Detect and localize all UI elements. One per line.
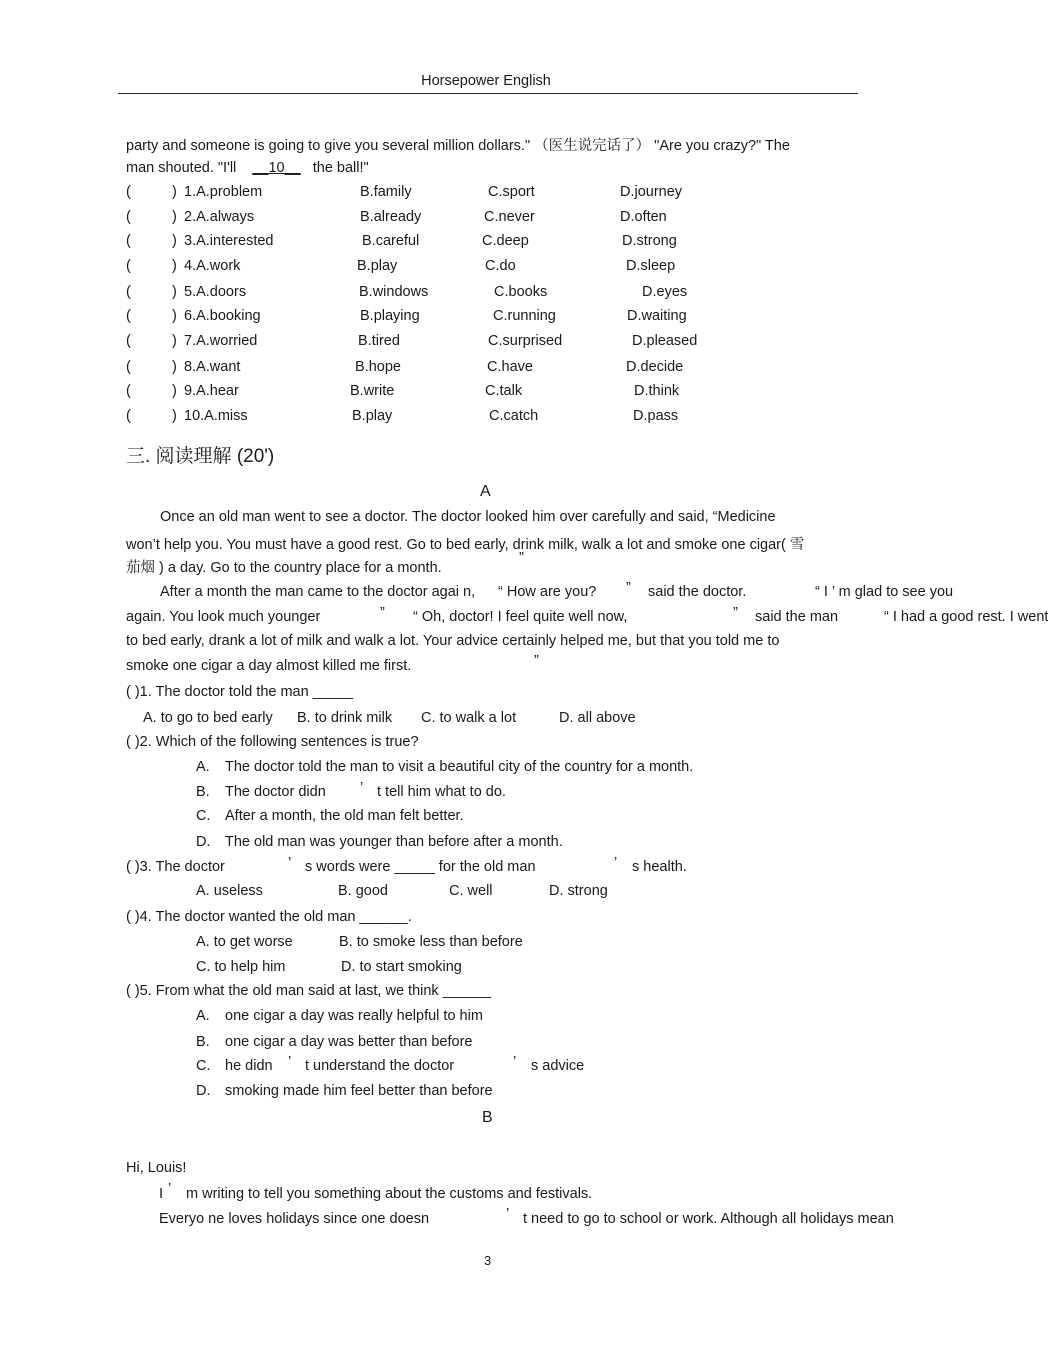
- cloze-line-2-before: man shouted. "I'll: [126, 160, 237, 176]
- passage-a-p2-line4: smoke one cigar a day almost killed me first.: [126, 658, 412, 674]
- cloze-option-d: D.often: [620, 209, 667, 225]
- cloze-option-a: 5.A.doors: [184, 284, 247, 300]
- cloze-option-b: B.play: [357, 258, 398, 274]
- passage-a-p2-line2d: ”: [733, 605, 738, 621]
- q2-option-b-part2: t tell him what to do.: [377, 784, 506, 800]
- cloze-answer-close-paren: ): [172, 383, 177, 399]
- cloze-answer-close-paren: ): [172, 258, 177, 274]
- question-a3-part1: ( )3. The doctor: [126, 859, 225, 875]
- cloze-answer-close-paren: ): [172, 333, 177, 349]
- passage-a-p1-line1: Once an old man went to see a doctor. The doctor looked him over carefully and said, “Medicine: [160, 509, 776, 525]
- passage-a-label: A: [480, 483, 491, 500]
- q5-option-c-part1: he didn: [225, 1058, 273, 1074]
- question-a3-apostrophe2: ’: [614, 855, 618, 871]
- q2-option-c-letter: C.: [196, 808, 211, 824]
- passage-a-p1-quote: ”: [519, 550, 524, 566]
- cloze-option-b: B.play: [352, 408, 393, 424]
- letter-line2-part1: Everyo ne loves holidays since one doesn: [159, 1211, 430, 1227]
- cloze-option-a: 4.A.work: [184, 258, 241, 274]
- passage-a-p2-line2b: ”: [380, 605, 385, 621]
- q2-option-c: After a month, the old man felt better.: [225, 808, 464, 824]
- cloze-option-b: B.write: [350, 383, 395, 399]
- cloze-option-a: 2.A.always: [184, 209, 255, 225]
- cloze-blank-10: __10__: [252, 160, 301, 176]
- cloze-option-b: B.windows: [359, 284, 429, 300]
- q5-option-a: one cigar a day was really helpful to him: [225, 1008, 483, 1024]
- cloze-option-c: C.sport: [488, 184, 535, 200]
- q2-option-a: The doctor told the man to visit a beautiful city of the country for a month.: [225, 759, 694, 775]
- q1-option-a: A. to go to bed early: [143, 710, 273, 726]
- cloze-answer-close-paren: ): [172, 408, 177, 424]
- cloze-option-d: D.think: [634, 383, 680, 399]
- passage-a-p2-line1e: “ I ’ m glad to see you: [815, 584, 954, 600]
- cloze-option-c: C.talk: [485, 383, 523, 399]
- passage-a-p2-line2a: again. You look much younger: [126, 609, 321, 625]
- cloze-option-b: B.hope: [355, 359, 401, 375]
- q5-option-b-letter: B.: [196, 1034, 210, 1050]
- letter-line2-part2: t need to go to school or work. Although all holidays mean: [523, 1211, 894, 1227]
- q5-option-d: smoking made him feel better than before: [225, 1083, 493, 1099]
- cloze-option-d: D.eyes: [642, 284, 688, 300]
- q4-option-d: D. to start smoking: [341, 959, 462, 975]
- q4-option-c: C. to help him: [196, 959, 286, 975]
- q2-option-b-apostrophe: ’: [360, 780, 364, 796]
- cloze-option-c: C.books: [494, 284, 548, 300]
- question-a3-apostrophe1: ’: [288, 855, 292, 871]
- cloze-option-c: C.have: [487, 359, 533, 375]
- passage-a-p1-line3: 茄烟 ) a day. Go to the country place for a month.: [126, 560, 442, 576]
- passage-a-p2-line1a: After a month the man came to the doctor agai n,: [160, 584, 476, 600]
- q5-option-d-letter: D.: [196, 1083, 211, 1099]
- cloze-option-a: 1.A.problem: [184, 184, 263, 200]
- cloze-answer-close-paren: ): [172, 308, 177, 324]
- passage-a-p2-line2c: “ Oh, doctor! I feel quite well now,: [413, 609, 628, 625]
- cloze-option-a: 9.A.hear: [184, 383, 239, 399]
- page-header: Horsepower English: [421, 73, 551, 89]
- q2-option-d: The old man was younger than before after a month.: [225, 834, 563, 850]
- q5-option-b: one cigar a day was better than before: [225, 1034, 473, 1050]
- cloze-option-b: B.tired: [358, 333, 400, 349]
- question-a2: ( )2. Which of the following sentences is true?: [126, 734, 419, 750]
- passage-a-p2-line1d: said the doctor.: [648, 584, 747, 600]
- passage-a-p2-line2e: said the man: [755, 609, 839, 625]
- letter-line1-part1: I: [159, 1186, 164, 1202]
- cloze-answer-open-paren: (: [126, 258, 131, 274]
- cloze-answer-open-paren: (: [126, 209, 131, 225]
- cloze-option-d: D.pass: [633, 408, 679, 424]
- q5-option-c-apostrophe1: ’: [288, 1054, 292, 1070]
- cloze-answer-open-paren: (: [126, 383, 131, 399]
- question-a3-part2: s words were _____ for the old man: [305, 859, 536, 875]
- cloze-option-d: D.waiting: [627, 308, 687, 324]
- q2-option-a-letter: A.: [196, 759, 210, 775]
- q1-option-b: B. to drink milk: [297, 710, 393, 726]
- passage-a-p2-line4-quote: ”: [534, 653, 539, 669]
- q5-option-c-part2: t understand the doctor: [305, 1058, 455, 1074]
- cloze-option-a: 7.A.worried: [184, 333, 258, 349]
- cloze-option-d: D.pleased: [632, 333, 698, 349]
- question-a3-part3: s health.: [632, 859, 687, 875]
- q3-option-b: B. good: [338, 883, 388, 899]
- page-number: 3: [484, 1253, 492, 1268]
- cloze-answer-close-paren: ): [172, 359, 177, 375]
- cloze-answer-open-paren: (: [126, 284, 131, 300]
- cloze-option-a: 8.A.want: [184, 359, 241, 375]
- cloze-option-b: B.family: [360, 184, 412, 200]
- cloze-option-c: C.catch: [489, 408, 539, 424]
- cloze-answer-close-paren: ): [172, 184, 177, 200]
- q2-option-b-letter: B.: [196, 784, 210, 800]
- cloze-option-a: 6.A.booking: [184, 308, 261, 324]
- q3-option-d: D. strong: [549, 883, 608, 899]
- cloze-option-a: 3.A.interested: [184, 233, 274, 249]
- cloze-option-d: D.decide: [626, 359, 684, 375]
- q2-option-d-letter: D.: [196, 834, 211, 850]
- cloze-option-b: B.already: [360, 209, 422, 225]
- letter-greeting: Hi, Louis!: [126, 1160, 187, 1176]
- cloze-answer-open-paren: (: [126, 333, 131, 349]
- cloze-option-c: C.never: [484, 209, 535, 225]
- header-rule: [118, 93, 858, 94]
- cloze-option-c: C.running: [493, 308, 556, 324]
- q1-option-d: D. all above: [559, 710, 636, 726]
- question-a4: ( )4. The doctor wanted the old man ______.: [126, 909, 412, 925]
- q5-option-c-apostrophe2: ’: [513, 1054, 517, 1070]
- cloze-answer-close-paren: ): [172, 233, 177, 249]
- passage-a-p2-line1c: ”: [626, 580, 631, 596]
- question-a1: ( )1. The doctor told the man _____: [126, 684, 354, 700]
- question-a5: ( )5. From what the old man said at last, we think ______: [126, 983, 492, 999]
- letter-line2-apostrophe: ’: [506, 1206, 510, 1222]
- cloze-answer-open-paren: (: [126, 233, 131, 249]
- q5-option-c-letter: C.: [196, 1058, 211, 1074]
- cloze-option-d: D.strong: [622, 233, 677, 249]
- cloze-option-b: B.careful: [362, 233, 420, 249]
- q4-option-a: A. to get worse: [196, 934, 293, 950]
- q5-option-a-letter: A.: [196, 1008, 210, 1024]
- cloze-answer-open-paren: (: [126, 408, 131, 424]
- cloze-option-d: D.journey: [620, 184, 683, 200]
- q3-option-c: C. well: [449, 883, 493, 899]
- letter-line1-apostrophe: ’: [168, 1181, 172, 1197]
- passage-b-label: B: [482, 1109, 493, 1126]
- cloze-answer-open-paren: (: [126, 359, 131, 375]
- passage-a-p2-line1b: “ How are you?: [498, 584, 597, 600]
- passage-a-p2-line2f: “ I had a good rest. I went: [884, 609, 1048, 625]
- cloze-line-1: party and someone is going to give you several million dollars." （医生说完话了） "Are you crazy?" The: [126, 138, 790, 154]
- cloze-answer-open-paren: (: [126, 184, 131, 200]
- cloze-answer-close-paren: ): [172, 284, 177, 300]
- passage-a-p2-line3: to bed early, drank a lot of milk and walk a lot. Your advice certainly helped me, but that you told me to: [126, 633, 780, 649]
- section-title: 三. 阅读理解 (20'): [126, 446, 275, 467]
- cloze-option-a: 10.A.miss: [184, 408, 248, 424]
- cloze-line-2-after: the ball!": [312, 160, 369, 176]
- q4-option-b: B. to smoke less than before: [339, 934, 523, 950]
- cloze-line-2: [126, 160, 369, 176]
- q3-option-a: A. useless: [196, 883, 263, 899]
- cloze-answer-close-paren: ): [172, 209, 177, 225]
- q2-option-b-part1: The doctor didn: [225, 784, 326, 800]
- cloze-option-c: C.surprised: [488, 333, 563, 349]
- letter-line1-part2: m writing to tell you something about the customs and festivals.: [186, 1186, 593, 1202]
- q1-option-c: C. to walk a lot: [421, 710, 517, 726]
- cloze-option-c: C.deep: [482, 233, 529, 249]
- q5-option-c-part3: s advice: [531, 1058, 585, 1074]
- cloze-option-d: D.sleep: [626, 258, 676, 274]
- passage-a-p1-line2: won’t help you. You must have a good rest. Go to bed early, drink milk, walk a lot and smoke one cigar( 雪: [126, 537, 805, 553]
- cloze-option-c: C.do: [485, 258, 516, 274]
- cloze-option-b: B.playing: [360, 308, 420, 324]
- cloze-answer-open-paren: (: [126, 308, 131, 324]
